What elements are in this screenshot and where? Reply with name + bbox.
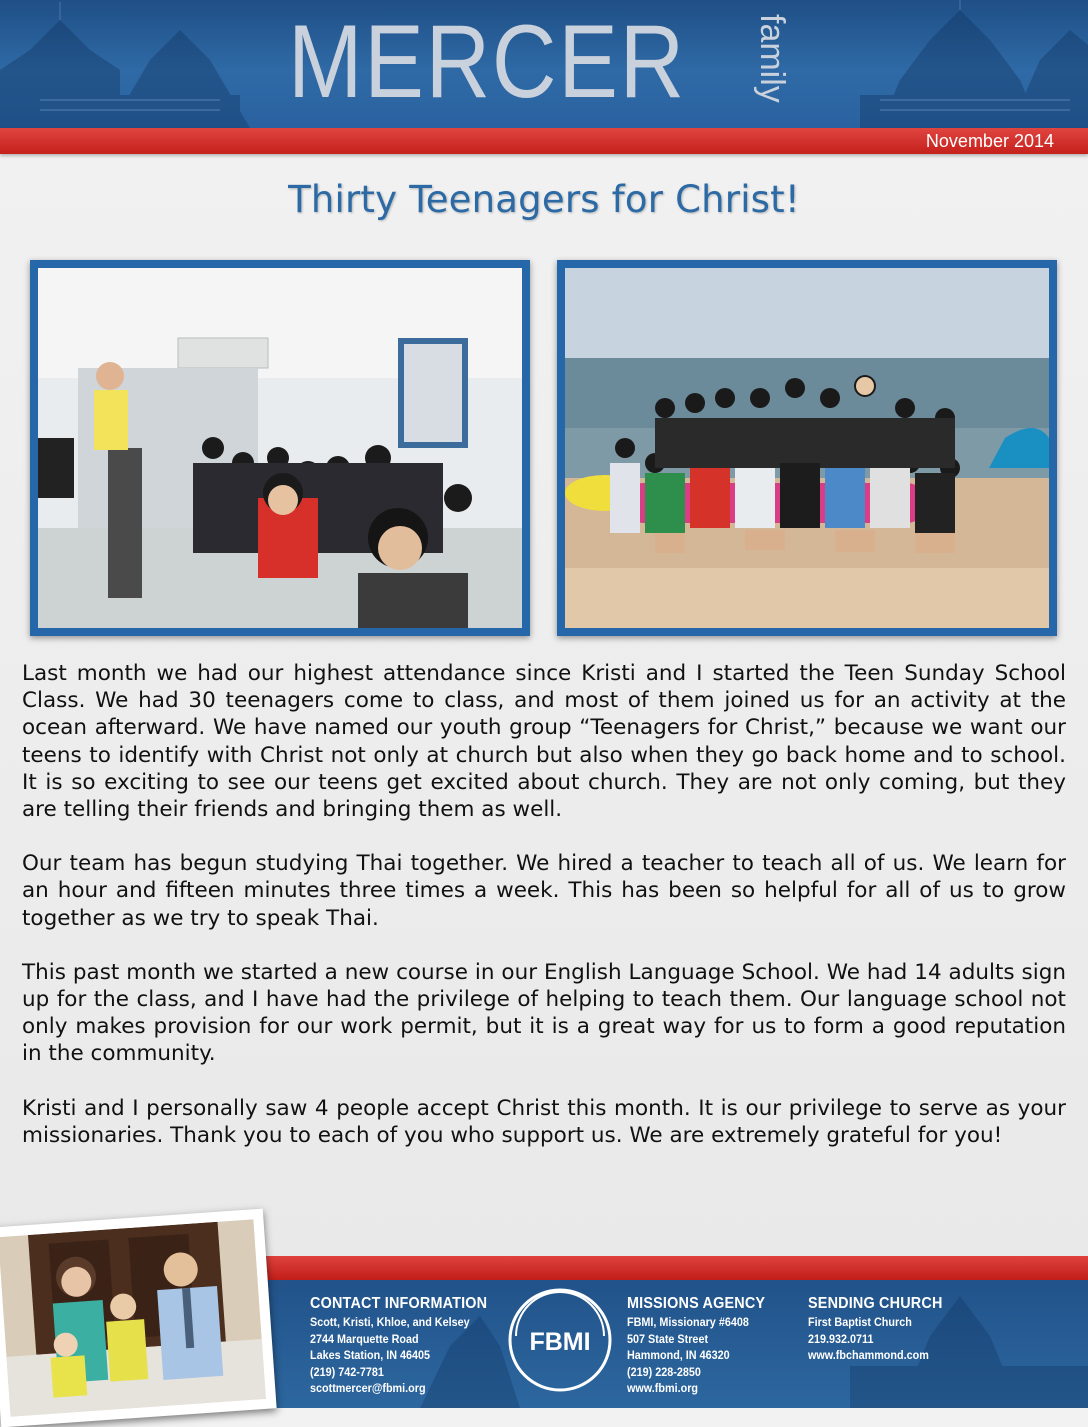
masthead (0, 0, 1088, 128)
contact-line: Lakes Station, IN 46405 (310, 1348, 431, 1362)
missions-line: FBMI, Missionary #6408 (627, 1315, 749, 1329)
issue-date: November 2014 (925, 131, 1054, 151)
contact-line: 2744 Marquette Road (310, 1331, 419, 1346)
missions-line: 507 State Street (627, 1331, 709, 1346)
missions-line: (219) 228-2850 (627, 1364, 701, 1379)
article-body (22, 660, 1066, 1176)
contact-heading: CONTACT INFORMATION (310, 1295, 488, 1312)
paragraph: Our team has begun studying Thai together. We hired a teacher to teach all of us. We learn for an hour and fifteen minutes three times a week. This has been so helpful for all of us to grow together as we try to speak Thai. (22, 851, 1066, 931)
sending-line: First Baptist Church (808, 1315, 912, 1329)
header-red-band (0, 128, 1088, 154)
sending-line: 219.932.0711 (808, 1331, 874, 1346)
family-illustration (0, 1219, 266, 1416)
missions-website: www.fbmi.org (627, 1381, 699, 1395)
article-title: Thirty Teenagers for Christ! (288, 178, 800, 221)
sending-church (808, 1294, 957, 1364)
fbmi-logo-text: FBMI (529, 1328, 591, 1356)
classroom-illustration (38, 268, 522, 628)
paragraph: Last month we had our highest attendance since Kristi and I started the Teen Sunday School Class. We had 30 teenagers come to class, and most of them joined us for an activity at the ocean afterward. We have named our youth group “Teenagers for Christ,” because we want our teens to identify with Christ not only at church but also when they go back home and to school. It is so exciting to see our teens get excited about church. They are not only coming, but they are telling their friends and bringing them as well. (22, 661, 1066, 823)
sending-heading: SENDING CHURCH (808, 1295, 943, 1312)
photo-classroom (30, 260, 530, 636)
missions-agency (627, 1294, 781, 1397)
missions-line: Hammond, IN 46320 (627, 1348, 730, 1362)
family-photo (0, 1209, 277, 1427)
paragraph: Kristi and I personally saw 4 people accept Christ this month. It is our privilege to serve as your missionaries. Thank you to each of you who support us. We are extremely grateful for you! (22, 1095, 1066, 1148)
masthead-subtitle: family (753, 14, 791, 103)
masthead-title: MERCER (288, 4, 686, 120)
photo-beach-group (557, 260, 1057, 636)
contact-information (310, 1294, 507, 1397)
missions-heading: MISSIONS AGENCY (627, 1295, 766, 1312)
beach-illustration (565, 268, 1049, 628)
contact-email: scottmercer@fbmi.org (310, 1381, 426, 1395)
contact-line: (219) 742-7781 (310, 1364, 384, 1379)
paragraph: This past month we started a new course in our English Language School. We had 14 adults sign up for the class, and I have had the privilege of helping to teach them. Our language school not only makes provision for our work permit, but it is a great way for us to form a good reputation in the community. (22, 959, 1066, 1067)
contact-line: Scott, Kristi, Khloe, and Kelsey (310, 1315, 470, 1329)
sending-website: www.fbchammond.com (808, 1348, 929, 1362)
fbmi-logo (504, 1284, 616, 1396)
